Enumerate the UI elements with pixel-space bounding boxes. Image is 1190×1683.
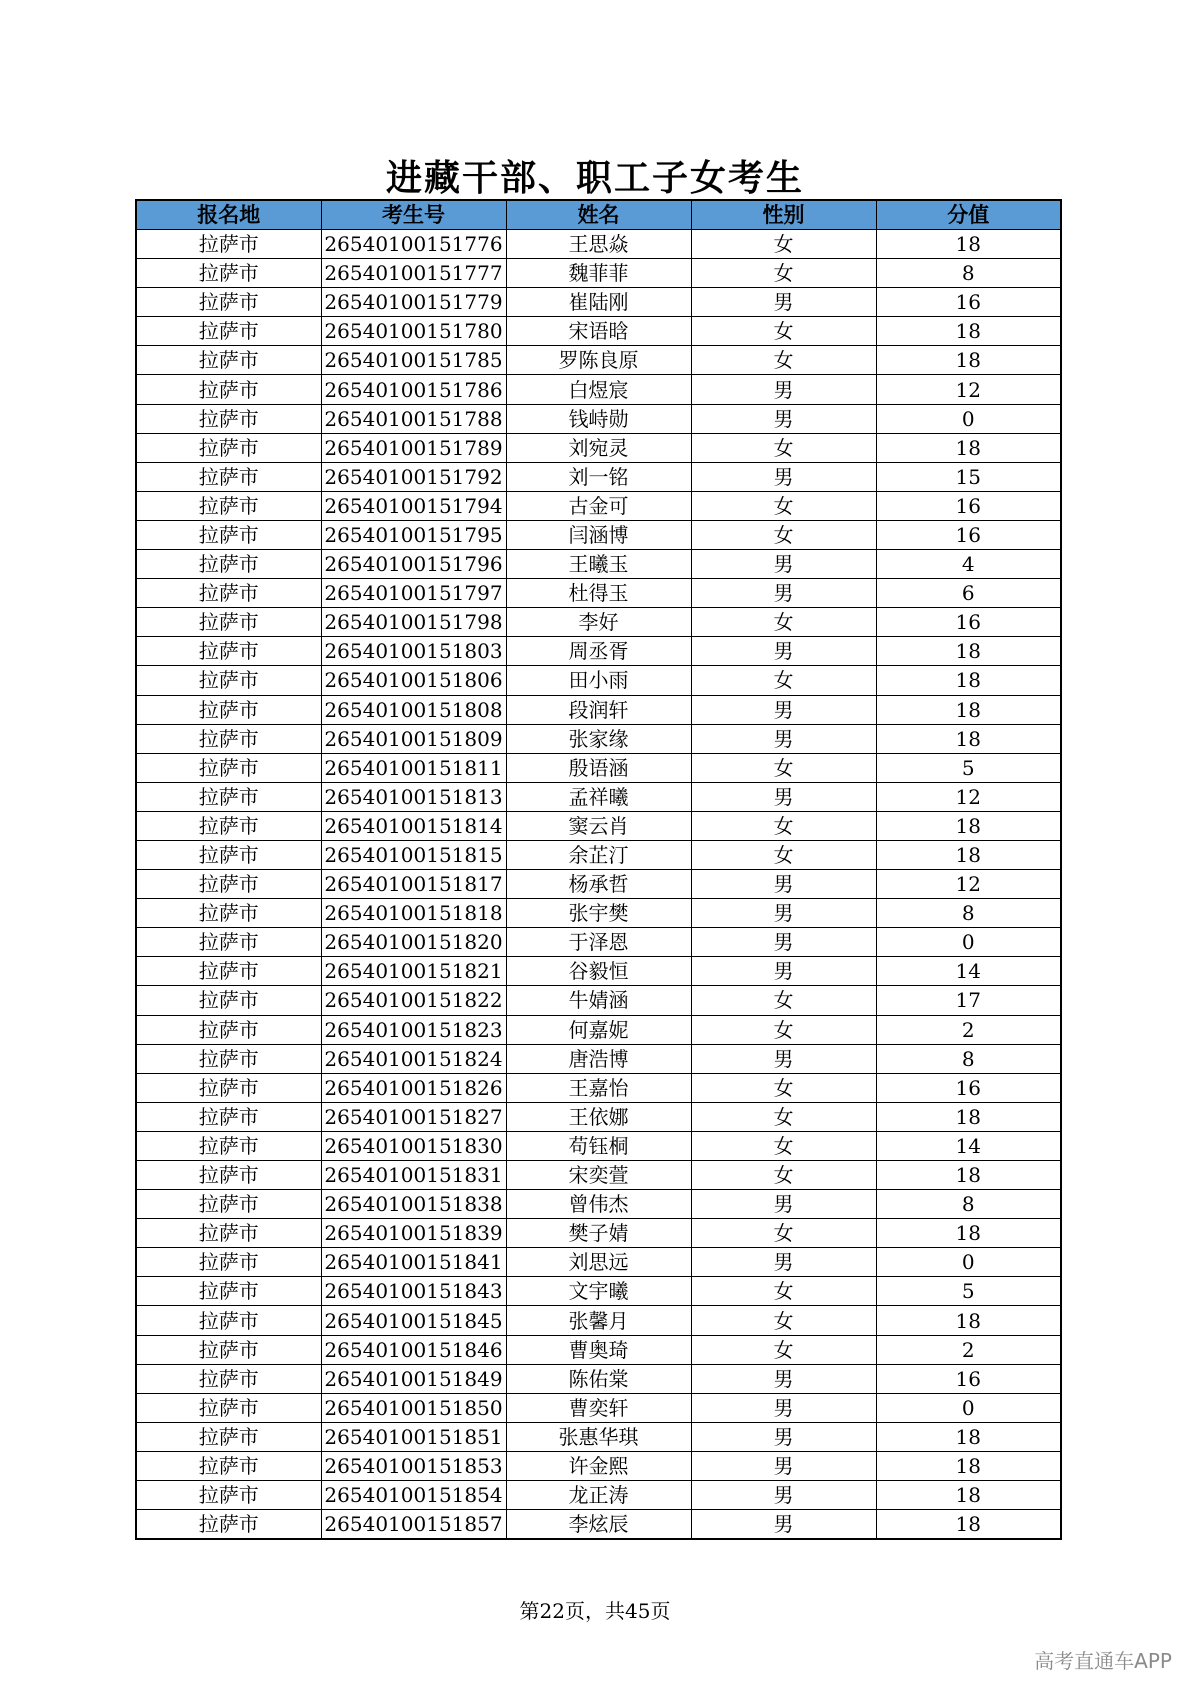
cell-name: 孟祥曦 [506,782,691,811]
table-row [136,520,1061,549]
cell-registration-place: 拉萨市 [136,1510,321,1540]
cell-candidate-number: 26540100151788 [321,404,506,433]
table-row [136,230,1061,259]
cell-gender: 女 [691,317,876,346]
column-header-registration-place: 报名地 [136,200,321,230]
cell-score: 18 [876,695,1061,724]
cell-gender: 男 [691,1481,876,1510]
cell-gender: 男 [691,695,876,724]
cell-candidate-number: 26540100151830 [321,1131,506,1160]
cell-candidate-number: 26540100151785 [321,346,506,375]
cell-gender: 女 [691,520,876,549]
cell-gender: 女 [691,230,876,259]
cell-candidate-number: 26540100151823 [321,1015,506,1044]
table-row [136,1073,1061,1102]
cell-name: 许金熙 [506,1451,691,1480]
document-title: 进藏干部、职工子女考生 [385,157,804,199]
cell-score: 16 [876,1073,1061,1102]
cell-candidate-number: 26540100151854 [321,1481,506,1510]
cell-name: 李炫辰 [506,1510,691,1540]
cell-candidate-number: 26540100151809 [321,724,506,753]
cell-score: 18 [876,1481,1061,1510]
cell-score: 16 [876,288,1061,317]
cell-gender: 男 [691,724,876,753]
cell-gender: 男 [691,579,876,608]
table-row [136,695,1061,724]
cell-registration-place: 拉萨市 [136,1190,321,1219]
table-row [136,288,1061,317]
cell-name: 闫涵博 [506,520,691,549]
table-row [136,1161,1061,1190]
cell-registration-place: 拉萨市 [136,840,321,869]
table-row [136,1451,1061,1480]
cell-name: 刘一铭 [506,462,691,491]
cell-gender: 女 [691,666,876,695]
cell-gender: 女 [691,491,876,520]
table-row [136,986,1061,1015]
cell-registration-place: 拉萨市 [136,230,321,259]
cell-gender: 男 [691,1364,876,1393]
cell-name: 宋奕萱 [506,1161,691,1190]
cell-registration-place: 拉萨市 [136,695,321,724]
cell-name: 文宇曦 [506,1277,691,1306]
cell-name: 于泽恩 [506,928,691,957]
cell-registration-place: 拉萨市 [136,317,321,346]
cell-gender: 女 [691,753,876,782]
cell-candidate-number: 26540100151821 [321,957,506,986]
cell-name: 曹奕轩 [506,1393,691,1422]
cell-registration-place: 拉萨市 [136,1335,321,1364]
cell-candidate-number: 26540100151815 [321,840,506,869]
cell-gender: 女 [691,346,876,375]
table-row [136,1393,1061,1422]
cell-score: 18 [876,1422,1061,1451]
cell-gender: 女 [691,433,876,462]
cell-score: 18 [876,317,1061,346]
cell-name: 余芷汀 [506,840,691,869]
table-row [136,1306,1061,1335]
cell-name: 曹奥琦 [506,1335,691,1364]
cell-name: 白煜宸 [506,375,691,404]
cell-candidate-number: 26540100151803 [321,637,506,666]
cell-registration-place: 拉萨市 [136,462,321,491]
cell-registration-place: 拉萨市 [136,375,321,404]
cell-candidate-number: 26540100151814 [321,811,506,840]
cell-name: 窦云肖 [506,811,691,840]
cell-score: 18 [876,1102,1061,1131]
cell-score: 12 [876,870,1061,899]
cell-gender: 女 [691,608,876,637]
cell-registration-place: 拉萨市 [136,259,321,288]
cell-candidate-number: 26540100151818 [321,899,506,928]
table-row [136,317,1061,346]
table-row [136,928,1061,957]
cell-name: 牛婧涵 [506,986,691,1015]
cell-gender: 男 [691,1451,876,1480]
table-row [136,346,1061,375]
watermark: 高考直通车APP [1034,1649,1172,1673]
table-row [136,1481,1061,1510]
table-row [136,579,1061,608]
cell-name: 张宇樊 [506,899,691,928]
cell-candidate-number: 26540100151798 [321,608,506,637]
page-number: 第22页，共45页 [519,1599,671,1623]
cell-registration-place: 拉萨市 [136,811,321,840]
cell-name: 唐浩博 [506,1044,691,1073]
cell-registration-place: 拉萨市 [136,899,321,928]
cell-candidate-number: 26540100151813 [321,782,506,811]
table-row [136,637,1061,666]
cell-candidate-number: 26540100151841 [321,1248,506,1277]
cell-score: 0 [876,928,1061,957]
cell-gender: 男 [691,1190,876,1219]
cell-gender: 女 [691,1131,876,1160]
table-row [136,433,1061,462]
cell-name: 殷语涵 [506,753,691,782]
cell-gender: 男 [691,928,876,957]
cell-registration-place: 拉萨市 [136,1161,321,1190]
cell-candidate-number: 26540100151817 [321,870,506,899]
cell-registration-place: 拉萨市 [136,753,321,782]
cell-registration-place: 拉萨市 [136,1306,321,1335]
cell-candidate-number: 26540100151845 [321,1306,506,1335]
cell-registration-place: 拉萨市 [136,724,321,753]
cell-gender: 女 [691,1073,876,1102]
table-row [136,811,1061,840]
cell-name: 苟钰桐 [506,1131,691,1160]
cell-gender: 男 [691,899,876,928]
cell-registration-place: 拉萨市 [136,1219,321,1248]
cell-gender: 女 [691,811,876,840]
table-row [136,1044,1061,1073]
cell-registration-place: 拉萨市 [136,1073,321,1102]
cell-score: 18 [876,346,1061,375]
cell-name: 崔陆刚 [506,288,691,317]
cell-candidate-number: 26540100151789 [321,433,506,462]
cell-score: 18 [876,1306,1061,1335]
cell-score: 18 [876,666,1061,695]
cell-registration-place: 拉萨市 [136,1422,321,1451]
cell-gender: 男 [691,288,876,317]
cell-registration-place: 拉萨市 [136,1102,321,1131]
cell-score: 18 [876,1510,1061,1540]
cell-score: 18 [876,811,1061,840]
cell-gender: 女 [691,1335,876,1364]
cell-score: 16 [876,491,1061,520]
table-row [136,1190,1061,1219]
cell-name: 刘宛灵 [506,433,691,462]
cell-gender: 男 [691,1422,876,1451]
cell-gender: 男 [691,1248,876,1277]
cell-score: 18 [876,1219,1061,1248]
cell-registration-place: 拉萨市 [136,666,321,695]
cell-name: 王思焱 [506,230,691,259]
cell-registration-place: 拉萨市 [136,1277,321,1306]
cell-name: 李好 [506,608,691,637]
cell-candidate-number: 26540100151843 [321,1277,506,1306]
table-row [136,375,1061,404]
cell-name: 宋语晗 [506,317,691,346]
table-row [136,782,1061,811]
cell-score: 18 [876,1451,1061,1480]
cell-name: 杨承哲 [506,870,691,899]
cell-registration-place: 拉萨市 [136,782,321,811]
cell-gender: 女 [691,840,876,869]
cell-gender: 男 [691,870,876,899]
cell-name: 曾伟杰 [506,1190,691,1219]
cell-registration-place: 拉萨市 [136,1364,321,1393]
cell-registration-place: 拉萨市 [136,1015,321,1044]
cell-score: 14 [876,957,1061,986]
cell-gender: 女 [691,986,876,1015]
cell-registration-place: 拉萨市 [136,404,321,433]
table-row [136,899,1061,928]
cell-candidate-number: 26540100151827 [321,1102,506,1131]
cell-gender: 女 [691,1015,876,1044]
table-row [136,870,1061,899]
cell-score: 14 [876,1131,1061,1160]
cell-candidate-number: 26540100151780 [321,317,506,346]
cell-candidate-number: 26540100151857 [321,1510,506,1540]
cell-registration-place: 拉萨市 [136,608,321,637]
table-row [136,1277,1061,1306]
cell-registration-place: 拉萨市 [136,1451,321,1480]
column-header-candidate-number: 考生号 [321,200,506,230]
cell-name: 古金可 [506,491,691,520]
cell-score: 8 [876,259,1061,288]
cell-name: 王嘉怡 [506,1073,691,1102]
cell-score: 0 [876,404,1061,433]
table-body [136,230,1061,1540]
cell-candidate-number: 26540100151808 [321,695,506,724]
cell-candidate-number: 26540100151820 [321,928,506,957]
table-row [136,608,1061,637]
cell-registration-place: 拉萨市 [136,346,321,375]
cell-candidate-number: 26540100151777 [321,259,506,288]
cell-score: 12 [876,782,1061,811]
cell-name: 陈佑棠 [506,1364,691,1393]
cell-score: 0 [876,1248,1061,1277]
table-row [136,1364,1061,1393]
table-row [136,666,1061,695]
table-row [136,753,1061,782]
cell-score: 2 [876,1335,1061,1364]
cell-registration-place: 拉萨市 [136,1044,321,1073]
cell-score: 5 [876,1277,1061,1306]
cell-gender: 男 [691,782,876,811]
cell-name: 何嘉妮 [506,1015,691,1044]
cell-candidate-number: 26540100151826 [321,1073,506,1102]
cell-gender: 男 [691,1044,876,1073]
cell-name: 杜得玉 [506,579,691,608]
cell-score: 6 [876,579,1061,608]
cell-score: 5 [876,753,1061,782]
cell-candidate-number: 26540100151797 [321,579,506,608]
cell-candidate-number: 26540100151811 [321,753,506,782]
cell-candidate-number: 26540100151839 [321,1219,506,1248]
cell-gender: 女 [691,1219,876,1248]
cell-score: 8 [876,899,1061,928]
cell-score: 17 [876,986,1061,1015]
cell-candidate-number: 26540100151850 [321,1393,506,1422]
cell-candidate-number: 26540100151853 [321,1451,506,1480]
cell-registration-place: 拉萨市 [136,288,321,317]
cell-gender: 女 [691,1161,876,1190]
cell-gender: 男 [691,957,876,986]
cell-registration-place: 拉萨市 [136,1481,321,1510]
table-row [136,1015,1061,1044]
cell-gender: 男 [691,404,876,433]
table-row [136,1102,1061,1131]
cell-score: 12 [876,375,1061,404]
cell-gender: 女 [691,1102,876,1131]
cell-name: 龙正涛 [506,1481,691,1510]
cell-candidate-number: 26540100151779 [321,288,506,317]
cell-score: 18 [876,637,1061,666]
column-header-score: 分值 [876,200,1061,230]
table-row [136,724,1061,753]
cell-name: 王依娜 [506,1102,691,1131]
column-header-gender: 性别 [691,200,876,230]
cell-registration-place: 拉萨市 [136,1393,321,1422]
cell-name: 魏菲菲 [506,259,691,288]
cell-gender: 男 [691,1393,876,1422]
cell-gender: 男 [691,462,876,491]
cell-registration-place: 拉萨市 [136,550,321,579]
cell-score: 16 [876,520,1061,549]
cell-registration-place: 拉萨市 [136,433,321,462]
cell-score: 2 [876,1015,1061,1044]
table-row [136,550,1061,579]
cell-candidate-number: 26540100151822 [321,986,506,1015]
table-row [136,259,1061,288]
table-row [136,1510,1061,1540]
cell-registration-place: 拉萨市 [136,957,321,986]
cell-score: 18 [876,1161,1061,1190]
cell-candidate-number: 26540100151824 [321,1044,506,1073]
cell-score: 15 [876,462,1061,491]
cell-name: 段润轩 [506,695,691,724]
cell-candidate-number: 26540100151851 [321,1422,506,1451]
table-row [136,404,1061,433]
cell-name: 钱峙勋 [506,404,691,433]
cell-registration-place: 拉萨市 [136,928,321,957]
cell-registration-place: 拉萨市 [136,520,321,549]
table-row [136,840,1061,869]
cell-gender: 男 [691,375,876,404]
cell-registration-place: 拉萨市 [136,579,321,608]
cell-registration-place: 拉萨市 [136,491,321,520]
cell-registration-place: 拉萨市 [136,637,321,666]
cell-candidate-number: 26540100151792 [321,462,506,491]
cell-score: 0 [876,1393,1061,1422]
table-row [136,1248,1061,1277]
cell-candidate-number: 26540100151846 [321,1335,506,1364]
cell-name: 张馨月 [506,1306,691,1335]
cell-registration-place: 拉萨市 [136,1131,321,1160]
cell-candidate-number: 26540100151794 [321,491,506,520]
cell-candidate-number: 26540100151795 [321,520,506,549]
table-row [136,1219,1061,1248]
cell-score: 16 [876,608,1061,637]
cell-gender: 女 [691,1277,876,1306]
cell-gender: 男 [691,637,876,666]
cell-score: 8 [876,1044,1061,1073]
cell-gender: 男 [691,1510,876,1540]
cell-name: 田小雨 [506,666,691,695]
cell-registration-place: 拉萨市 [136,1248,321,1277]
cell-candidate-number: 26540100151796 [321,550,506,579]
table-row [136,1131,1061,1160]
cell-registration-place: 拉萨市 [136,986,321,1015]
cell-name: 罗陈良原 [506,346,691,375]
table-header [136,200,1061,230]
candidate-table [135,199,1062,1540]
cell-gender: 男 [691,550,876,579]
cell-candidate-number: 26540100151776 [321,230,506,259]
table-row [136,462,1061,491]
header-row [136,200,1061,230]
cell-score: 16 [876,1364,1061,1393]
cell-name: 刘思远 [506,1248,691,1277]
cell-score: 18 [876,840,1061,869]
cell-candidate-number: 26540100151786 [321,375,506,404]
table-row [136,1335,1061,1364]
cell-score: 18 [876,230,1061,259]
cell-name: 樊子婧 [506,1219,691,1248]
column-header-name: 姓名 [506,200,691,230]
cell-candidate-number: 26540100151806 [321,666,506,695]
cell-score: 8 [876,1190,1061,1219]
cell-name: 张惠华琪 [506,1422,691,1451]
cell-score: 4 [876,550,1061,579]
cell-name: 张家缘 [506,724,691,753]
cell-gender: 女 [691,259,876,288]
cell-candidate-number: 26540100151831 [321,1161,506,1190]
cell-score: 18 [876,724,1061,753]
table-row [136,957,1061,986]
cell-candidate-number: 26540100151838 [321,1190,506,1219]
table-row [136,1422,1061,1451]
cell-name: 周丞胥 [506,637,691,666]
cell-registration-place: 拉萨市 [136,870,321,899]
cell-gender: 女 [691,1306,876,1335]
cell-name: 王曦玉 [506,550,691,579]
cell-score: 18 [876,433,1061,462]
table-row [136,491,1061,520]
cell-name: 谷毅恒 [506,957,691,986]
cell-candidate-number: 26540100151849 [321,1364,506,1393]
